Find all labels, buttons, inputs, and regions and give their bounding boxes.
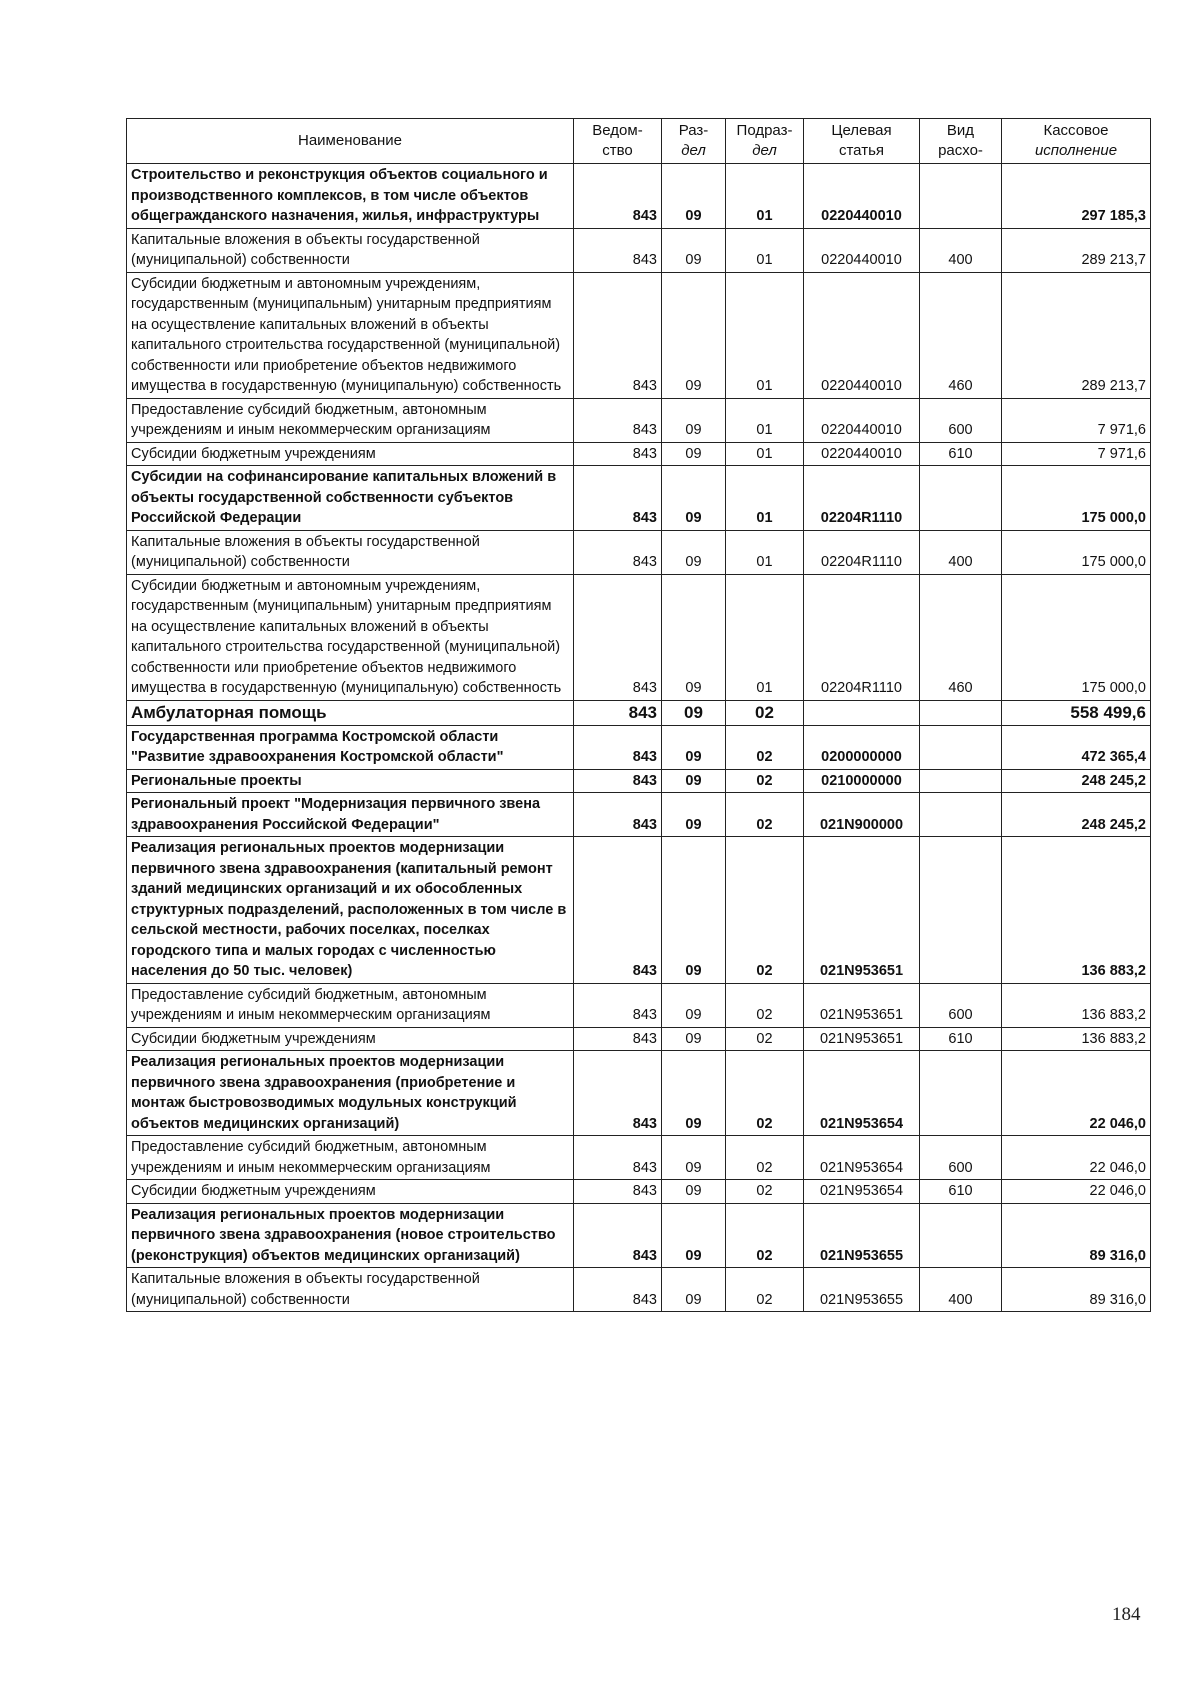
cell-vedom: 843 — [574, 1180, 662, 1204]
cell-razdel: 09 — [662, 574, 726, 700]
cell-target: 02204R1110 — [804, 530, 920, 574]
cell-amount: 472 365,4 — [1002, 725, 1151, 769]
cell-razdel: 09 — [662, 442, 726, 466]
table-row — [127, 442, 1151, 466]
cell-vedom: 843 — [574, 272, 662, 398]
cell-target: 0200000000 — [804, 725, 920, 769]
cell-amount: 136 883,2 — [1002, 983, 1151, 1027]
header-vid: Вид расхо- — [920, 119, 1002, 164]
cell-vid: 460 — [920, 574, 1002, 700]
cell-vid — [920, 466, 1002, 531]
cell-podrazdel: 02 — [726, 1268, 804, 1312]
header-target: Целевая статья — [804, 119, 920, 164]
cell-target: 02204R1110 — [804, 574, 920, 700]
cell-vid — [920, 1051, 1002, 1136]
cell-razdel: 09 — [662, 164, 726, 229]
table-row — [127, 228, 1151, 272]
cell-name: Капитальные вложения в объекты государственной (муниципальной) собственности — [127, 530, 574, 574]
cell-target: 0210000000 — [804, 769, 920, 793]
cell-vedom: 843 — [574, 228, 662, 272]
cell-podrazdel: 01 — [726, 466, 804, 531]
cell-amount: 558 499,6 — [1002, 700, 1151, 725]
table-row — [127, 466, 1151, 531]
cell-target: 021N953655 — [804, 1268, 920, 1312]
cell-vid — [920, 1203, 1002, 1268]
cell-name: Государственная программа Костромской области "Развитие здравоохранения Костромской области" — [127, 725, 574, 769]
cell-target: 021N953655 — [804, 1203, 920, 1268]
cell-target: 0220440010 — [804, 272, 920, 398]
cell-amount: 89 316,0 — [1002, 1203, 1151, 1268]
cell-vid — [920, 164, 1002, 229]
cell-target: 02204R1110 — [804, 466, 920, 531]
table-row — [127, 1268, 1151, 1312]
cell-podrazdel: 02 — [726, 1051, 804, 1136]
table-row — [127, 1027, 1151, 1051]
cell-name: Реализация региональных проектов модернизации первичного звена здравоохранения (капитальный ремонт зданий медицинских организаций и их обособленных структурных подразделений, расположенных в том числе в сельской местности, рабочих поселках, поселках городского типа и малых городах с численностью населения до 50 тыс. человек) — [127, 837, 574, 984]
cell-razdel: 09 — [662, 1051, 726, 1136]
cell-vid — [920, 700, 1002, 725]
cell-amount: 175 000,0 — [1002, 466, 1151, 531]
cell-razdel: 09 — [662, 272, 726, 398]
cell-razdel: 09 — [662, 1268, 726, 1312]
cell-name: Субсидии бюджетным учреждениям — [127, 442, 574, 466]
cell-podrazdel: 01 — [726, 164, 804, 229]
cell-target: 021N900000 — [804, 793, 920, 837]
cell-razdel: 09 — [662, 837, 726, 984]
cell-vedom: 843 — [574, 1203, 662, 1268]
cell-razdel: 09 — [662, 1180, 726, 1204]
cell-podrazdel: 02 — [726, 837, 804, 984]
header-vedom: Ведом- ство — [574, 119, 662, 164]
header-name: Наименование — [127, 119, 574, 164]
cell-podrazdel: 01 — [726, 228, 804, 272]
cell-vedom: 843 — [574, 1027, 662, 1051]
cell-vedom: 843 — [574, 398, 662, 442]
cell-target: 021N953654 — [804, 1180, 920, 1204]
cell-amount: 297 185,3 — [1002, 164, 1151, 229]
cell-podrazdel: 02 — [726, 1203, 804, 1268]
header-podrazdel: Подраз- дел — [726, 119, 804, 164]
cell-razdel: 09 — [662, 1203, 726, 1268]
cell-target: 0220440010 — [804, 442, 920, 466]
cell-razdel: 09 — [662, 530, 726, 574]
cell-vedom: 843 — [574, 793, 662, 837]
cell-vid: 400 — [920, 228, 1002, 272]
budget-table — [126, 118, 1151, 1312]
cell-podrazdel: 02 — [726, 983, 804, 1027]
cell-amount: 289 213,7 — [1002, 228, 1151, 272]
cell-target: 021N953651 — [804, 983, 920, 1027]
cell-vid: 610 — [920, 442, 1002, 466]
cell-name: Региональный проект "Модернизация первичного звена здравоохранения Российской Федерации" — [127, 793, 574, 837]
cell-razdel: 09 — [662, 398, 726, 442]
cell-name: Предоставление субсидий бюджетным, автономным учреждениям и иным некоммерческим организациям — [127, 398, 574, 442]
cell-name: Строительство и реконструкция объектов социального и производственного комплексов, в том числе объектов общегражданского назначения, жилья, инфраструктуры — [127, 164, 574, 229]
cell-vid — [920, 725, 1002, 769]
cell-amount: 248 245,2 — [1002, 793, 1151, 837]
cell-vedom: 843 — [574, 466, 662, 531]
cell-podrazdel: 01 — [726, 442, 804, 466]
cell-razdel: 09 — [662, 228, 726, 272]
cell-vedom: 843 — [574, 1268, 662, 1312]
header-amount: Кассовое исполнение — [1002, 119, 1151, 164]
cell-vedom: 843 — [574, 769, 662, 793]
cell-target: 021N953654 — [804, 1136, 920, 1180]
table-row — [127, 793, 1151, 837]
cell-target: 0220440010 — [804, 398, 920, 442]
cell-vid: 460 — [920, 272, 1002, 398]
table-row — [127, 530, 1151, 574]
cell-podrazdel: 02 — [726, 769, 804, 793]
table-row — [127, 1136, 1151, 1180]
cell-name: Капитальные вложения в объекты государственной (муниципальной) собственности — [127, 1268, 574, 1312]
table-row — [127, 1203, 1151, 1268]
cell-vid: 600 — [920, 983, 1002, 1027]
cell-vid: 400 — [920, 530, 1002, 574]
cell-vid: 400 — [920, 1268, 1002, 1312]
cell-target: 0220440010 — [804, 228, 920, 272]
table-row — [127, 574, 1151, 700]
cell-name: Субсидии бюджетным и автономным учреждениям, государственным (муниципальным) унитарным предприятиям на осуществление капитальных вложений в объекты капитального строительства государственной (муниципальной) собственности или приобретение объектов недвижимого имущества в государственную (муниципальную) собственность — [127, 574, 574, 700]
cell-amount: 248 245,2 — [1002, 769, 1151, 793]
cell-razdel: 09 — [662, 466, 726, 531]
cell-vedom: 843 — [574, 530, 662, 574]
cell-name: Капитальные вложения в объекты государственной (муниципальной) собственности — [127, 228, 574, 272]
cell-target: 021N953651 — [804, 837, 920, 984]
cell-vid — [920, 837, 1002, 984]
cell-name: Реализация региональных проектов модернизации первичного звена здравоохранения (новое строительство (реконструкция) объектов медицинских организаций) — [127, 1203, 574, 1268]
table-row — [127, 769, 1151, 793]
cell-podrazdel: 02 — [726, 700, 804, 725]
cell-razdel: 09 — [662, 793, 726, 837]
cell-vid: 600 — [920, 398, 1002, 442]
table-body — [127, 164, 1151, 1312]
cell-name: Субсидии бюджетным и автономным учреждениям, государственным (муниципальным) унитарным предприятиям на осуществление капитальных вложений в объекты капитального строительства государственной (муниципальной) собственности или приобретение объектов недвижимого имущества в государственную (муниципальную) собственность — [127, 272, 574, 398]
cell-razdel: 09 — [662, 1027, 726, 1051]
cell-vedom: 843 — [574, 700, 662, 725]
cell-podrazdel: 02 — [726, 1136, 804, 1180]
cell-amount: 175 000,0 — [1002, 574, 1151, 700]
cell-name: Субсидии бюджетным учреждениям — [127, 1180, 574, 1204]
table-row — [127, 983, 1151, 1027]
cell-vedom: 843 — [574, 983, 662, 1027]
cell-razdel: 09 — [662, 1136, 726, 1180]
cell-vid — [920, 793, 1002, 837]
cell-razdel: 09 — [662, 725, 726, 769]
cell-podrazdel: 01 — [726, 574, 804, 700]
cell-name: Региональные проекты — [127, 769, 574, 793]
cell-vid — [920, 769, 1002, 793]
cell-amount: 7 971,6 — [1002, 442, 1151, 466]
header-razdel: Раз- дел — [662, 119, 726, 164]
cell-amount: 136 883,2 — [1002, 1027, 1151, 1051]
table-header — [127, 119, 1151, 164]
cell-podrazdel: 01 — [726, 272, 804, 398]
cell-target: 021N953654 — [804, 1051, 920, 1136]
table-row — [127, 398, 1151, 442]
cell-vedom: 843 — [574, 574, 662, 700]
cell-vedom: 843 — [574, 1136, 662, 1180]
cell-amount: 136 883,2 — [1002, 837, 1151, 984]
cell-vid: 610 — [920, 1027, 1002, 1051]
table-row — [127, 272, 1151, 398]
cell-vedom: 843 — [574, 725, 662, 769]
cell-vedom: 843 — [574, 442, 662, 466]
cell-target: 0220440010 — [804, 164, 920, 229]
table-row — [127, 1180, 1151, 1204]
cell-vid: 610 — [920, 1180, 1002, 1204]
cell-podrazdel: 02 — [726, 725, 804, 769]
cell-name: Субсидии на софинансирование капитальных вложений в объекты государственной собственности субъектов Российской Федерации — [127, 466, 574, 531]
table-row — [127, 164, 1151, 229]
cell-razdel: 09 — [662, 769, 726, 793]
cell-amount: 22 046,0 — [1002, 1180, 1151, 1204]
cell-amount: 22 046,0 — [1002, 1136, 1151, 1180]
cell-vedom: 843 — [574, 164, 662, 229]
table-row — [127, 1051, 1151, 1136]
cell-name: Предоставление субсидий бюджетным, автономным учреждениям и иным некоммерческим организациям — [127, 1136, 574, 1180]
cell-amount: 7 971,6 — [1002, 398, 1151, 442]
cell-vedom: 843 — [574, 837, 662, 984]
cell-podrazdel: 02 — [726, 1180, 804, 1204]
cell-name: Реализация региональных проектов модернизации первичного звена здравоохранения (приобретение и монтаж быстровозводимых модульных конструкций объектов медицинских организаций) — [127, 1051, 574, 1136]
cell-name: Субсидии бюджетным учреждениям — [127, 1027, 574, 1051]
table-row — [127, 725, 1151, 769]
cell-podrazdel: 01 — [726, 530, 804, 574]
cell-amount: 22 046,0 — [1002, 1051, 1151, 1136]
cell-name: Предоставление субсидий бюджетным, автономным учреждениям и иным некоммерческим организациям — [127, 983, 574, 1027]
cell-podrazdel: 02 — [726, 1027, 804, 1051]
cell-podrazdel: 01 — [726, 398, 804, 442]
cell-amount: 289 213,7 — [1002, 272, 1151, 398]
cell-name: Амбулаторная помощь — [127, 700, 574, 725]
table-row — [127, 837, 1151, 984]
cell-target: 021N953651 — [804, 1027, 920, 1051]
cell-amount: 89 316,0 — [1002, 1268, 1151, 1312]
cell-razdel: 09 — [662, 983, 726, 1027]
cell-razdel: 09 — [662, 700, 726, 725]
cell-podrazdel: 02 — [726, 793, 804, 837]
cell-target — [804, 700, 920, 725]
cell-amount: 175 000,0 — [1002, 530, 1151, 574]
table-row — [127, 700, 1151, 725]
page-number: 184 — [1112, 1604, 1141, 1625]
cell-vid: 600 — [920, 1136, 1002, 1180]
cell-vedom: 843 — [574, 1051, 662, 1136]
